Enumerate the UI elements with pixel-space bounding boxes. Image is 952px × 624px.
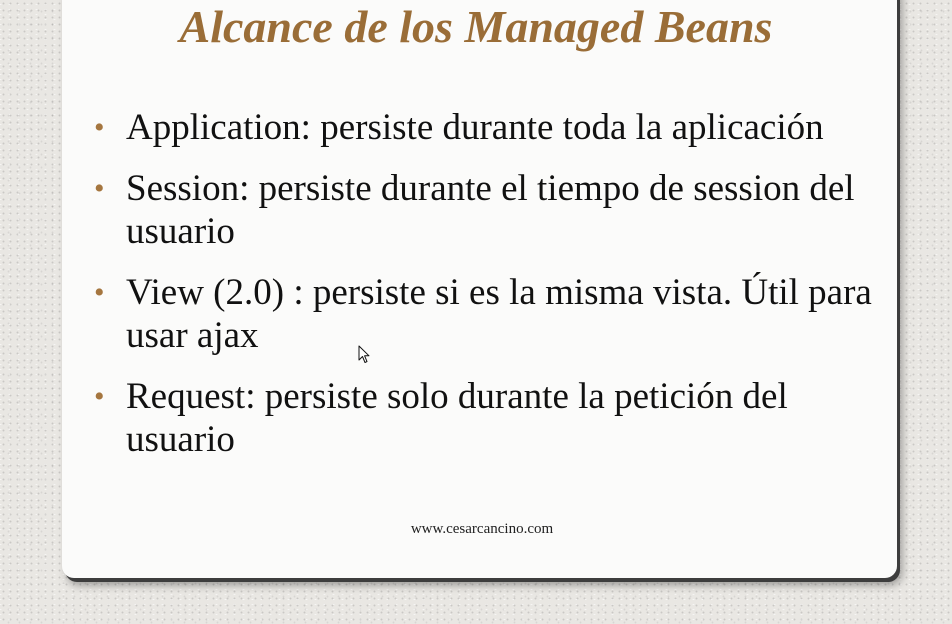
bullet-text: Application: persiste durante toda la aplicación — [126, 107, 824, 148]
footer-url: www.cesarcancino.com — [410, 521, 554, 537]
bullet-item-request — [94, 375, 884, 461]
bullet-list — [94, 106, 884, 479]
bullet-text: Request: persiste solo durante la petición del usuario — [126, 376, 788, 460]
bullet-marker: • — [94, 380, 105, 413]
mouse-pointer-icon — [358, 345, 370, 364]
bullet-marker: • — [94, 172, 105, 205]
bullet-item-application — [94, 106, 884, 149]
bullet-item-view — [94, 271, 884, 357]
bullet-text: View (2.0) : persiste si es la misma vista. Útil para usar ajax — [126, 272, 872, 356]
bullet-marker: • — [94, 111, 105, 144]
slide-title: Alcance de los Managed Beans — [179, 1, 773, 52]
bullet-item-session — [94, 167, 884, 253]
bullet-marker: • — [94, 276, 105, 309]
bullet-text: Session: persiste durante el tiempo de session del usuario — [126, 168, 855, 252]
